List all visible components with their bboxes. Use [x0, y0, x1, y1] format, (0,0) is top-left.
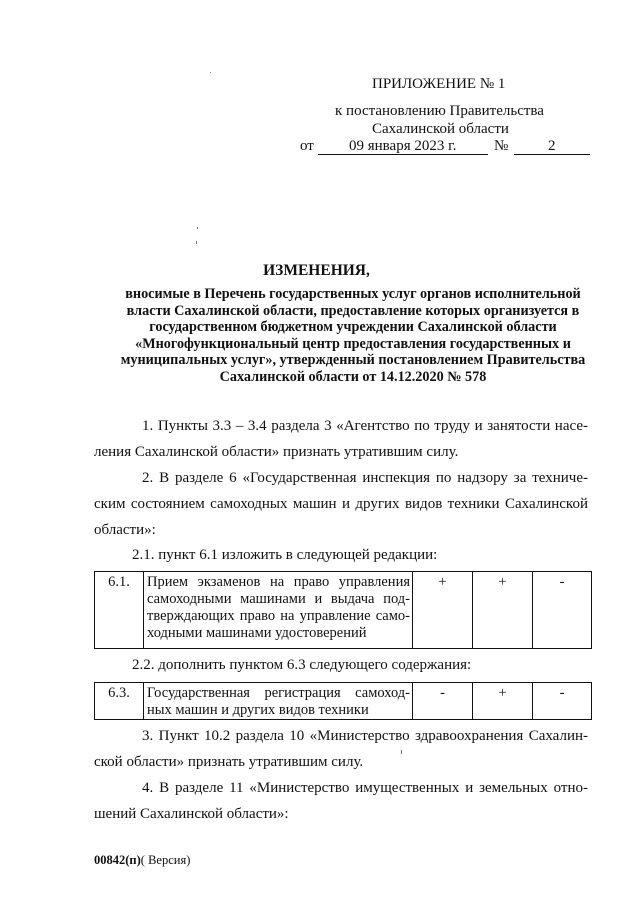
row-number: 6.1.	[95, 572, 144, 649]
description-line: Государственная регистрация самоход-	[147, 685, 410, 701]
scan-speck	[401, 750, 402, 754]
resolution-reference: к постановлению Правительства	[335, 103, 544, 119]
table-item-6-3	[94, 682, 592, 720]
table-row	[95, 572, 592, 649]
item-4-line-1: 4. В разделе 11 «Министерство имущественных и земельных отно-	[142, 780, 588, 796]
description-line: тверждающих право на управление само-	[147, 608, 410, 624]
resolution-number: 2	[548, 138, 556, 154]
mark-cell: -	[413, 683, 473, 720]
service-description	[144, 683, 413, 720]
mark-cell: +	[413, 572, 473, 649]
scan-speck	[196, 241, 197, 244]
item-2-1: 2.1. пункт 6.1 изложить в следующей редакции:	[132, 547, 438, 563]
service-description	[144, 572, 413, 649]
description-line: ных машин и других видов техники	[147, 702, 369, 718]
description-line: самоходными машинами и выдача под-	[147, 591, 410, 607]
document-title: ИЗМЕНЕНИЯ,	[263, 262, 370, 279]
document-version: ( Версия)	[140, 853, 191, 867]
appendix-title: ПРИЛОЖЕНИЕ № 1	[372, 76, 506, 92]
mark-cell: -	[533, 572, 592, 649]
description-line: ходными машинами удостоверений	[147, 625, 367, 641]
document-footer	[94, 853, 190, 868]
subtitle-line: муниципальных услуг», утвержденный постановлением Правительства	[120, 352, 586, 369]
document-code: 00842(п)	[94, 853, 141, 867]
subtitle-line: Сахалинской области от 14.12.2020 № 578	[219, 368, 487, 385]
item-1-line-1: 1. Пункты 3.3 – 3.4 раздела 3 «Агентство по труду и занятости насе-	[142, 418, 588, 434]
region-name: Сахалинской области	[372, 121, 509, 137]
subtitle-line: государственном бюджетном учреждении Сахалинской области	[149, 319, 557, 336]
table-item-6-1	[94, 571, 592, 649]
mark-cell: -	[533, 683, 592, 720]
table-row	[95, 683, 592, 720]
scan-speck	[197, 227, 198, 229]
document-subtitle	[88, 286, 618, 386]
item-2-line-3: области»:	[94, 522, 156, 538]
item-1-line-2: ления Сахалинской области» признать утратившим силу.	[94, 444, 459, 460]
item-3-line-2: ской области» признать утратившим силу.	[94, 754, 364, 770]
subtitle-line: вносимые в Перечень государственных услуг органов исполнительной	[125, 286, 581, 302]
subtitle-line: власти Сахалинской области, предоставление которых организуется в	[126, 302, 580, 319]
item-2-2: 2.2. дополнить пунктом 6.3 следующего содержания:	[132, 657, 472, 673]
mark-cell: +	[473, 572, 533, 649]
mark-cell: +	[473, 683, 533, 720]
scan-speck	[210, 72, 211, 73]
item-2-line-1: 2. В разделе 6 «Государственная инспекция по надзору за техниче-	[142, 470, 588, 486]
date-label: от	[300, 138, 314, 154]
row-number: 6.3.	[95, 683, 144, 720]
resolution-date: 09 января 2023 г.	[349, 138, 457, 154]
number-label: №	[494, 138, 509, 154]
item-4-line-2: шений Сахалинской области»:	[94, 806, 289, 822]
subtitle-line: «Многофункциональный центр предоставления государственных и	[135, 335, 571, 352]
description-line: Прием экзаменов на право управления	[147, 574, 410, 590]
item-3-line-1: 3. Пункт 10.2 раздела 10 «Министерство здравоохранения Сахалин-	[142, 728, 588, 744]
item-2-line-2: ским состоянием самоходных машин и других видов техники Сахалинской	[94, 496, 588, 512]
